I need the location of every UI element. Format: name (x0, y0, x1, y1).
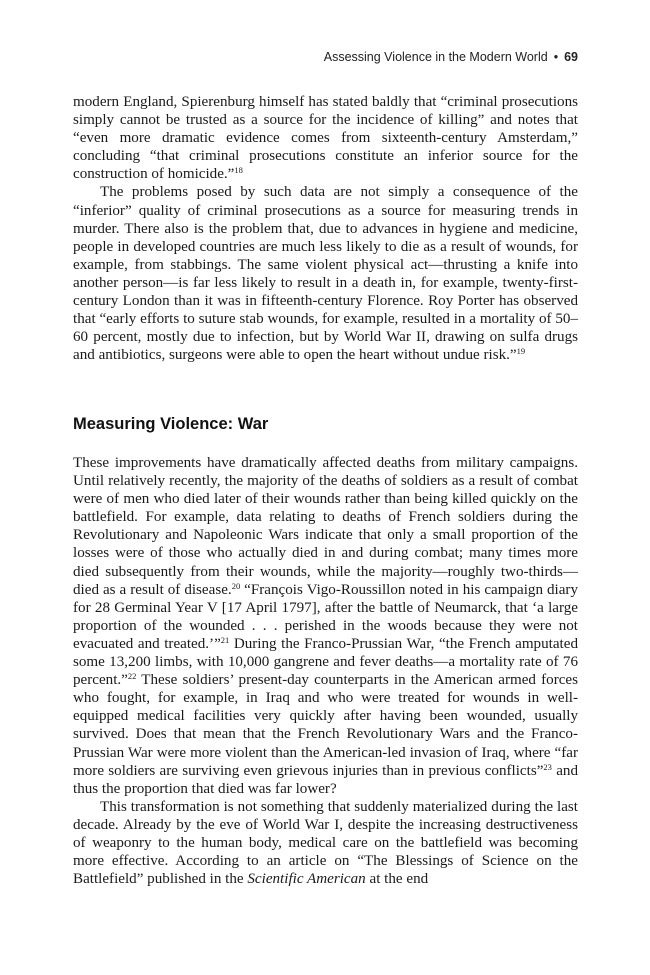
footnote-ref: 23 (543, 761, 552, 772)
italic-title: Scientific American (247, 871, 366, 888)
paragraph: These improvements have dramatically affected deaths from military campaigns. Until relatively recently, the majority of the deaths of soldiers as a result of combat were of men who died later of their wounds rather than being killed quickly on the battlefield. For example, data relating to deaths of French soldiers during the Revolutionary and Napoleonic Wars indicate that only a small proportion of the losses were of those who actually died in and during combat; many times more died subsequently from their wounds, while the majority—roughly two-thirds—died as a result of disease.$^{20}$ “François Vigo-Roussillon noted in his campaign diary for 28 Germinal Year V [17 April 1797], after the battle of Neumarck, that ‘a large proportion of the wounded . . . perished in the woods because they were not evacuated and treated.’”$^{21}$ During the Franco-Prussian War, “the French amputated some 13,200 limbs, with 10,000 gangrene and fever deaths—a mortality rate of 76 percent.”$^{22}$ These soldiers’ present-day counterparts in the American armed forces who fought, for example, in Iraq and who were treated for wounds in well-equipped medical facilities very quickly after having been wounded, usually survived. Does that mean that the French Revolutionary Wars and the Franco-Prussian War were more violent than the American-led invasion of Iraq, where “far more soldiers are surviving even grievous injuries than in previous conflicts”$^{23}$ and thus the proportion that died was far lower? (73, 455, 578, 797)
footnote-ref: 22 (127, 671, 137, 682)
body-text-lower (73, 454, 578, 888)
footnote-ref: 18 (234, 165, 243, 176)
section-heading: Measuring Violence: War (73, 415, 269, 433)
body-text-upper (73, 93, 578, 364)
paragraph: modern England, Spierenburg himself has stated baldly that “criminal prosecutions simply cannot be trusted as a source for the incidence of killing” and notes that “even more dramatic evidence comes from sixteenth-century Amsterdam,” concluding “that criminal prosecutions constitute an inferior source for the construction of homicide.”$^{18}$ (73, 94, 578, 183)
footnote-ref: 20 (231, 580, 241, 591)
footnote-ref: 21 (220, 634, 230, 645)
page-number: 69 (564, 50, 578, 64)
running-title: Assessing Violence in the Modern World (323, 50, 548, 64)
paragraph: The problems posed by such data are not simply a consequence of the “inferior” quality of criminal prosecutions as a source for measuring trends in murder. There also is the problem that, due to advances in hygiene and medicine, people in developed countries are much less likely to die as a result of wounds, for example, from stabbings. The same violent physical act—thrusting a knife into another person—is far less likely to result in a death in, for example, twenty-first-century London than it was in fifteenth-century Florence. Roy Porter has observed that “early efforts to suture stab wounds, for example, resulted in a mortality of 50–60 percent, mostly due to infection, but by World War II, drawing on sulfa drugs and antibiotics, surgeons were able to open the heart without undue risk.”$^{19}$ (73, 184, 578, 364)
running-header (72, 50, 578, 64)
header-separator: • (553, 50, 559, 64)
footnote-ref: 19 (516, 346, 526, 357)
paragraph: This transformation is not something that suddenly materialized during the last decade. Already by the eve of World War I, despite the increasing destructiveness of weaponry to the human body, medical care on the battlefield was becoming more effective. According to an article on “The Blessings of Science on the Battlefield” published in the Scientific American at the end (73, 798, 578, 888)
